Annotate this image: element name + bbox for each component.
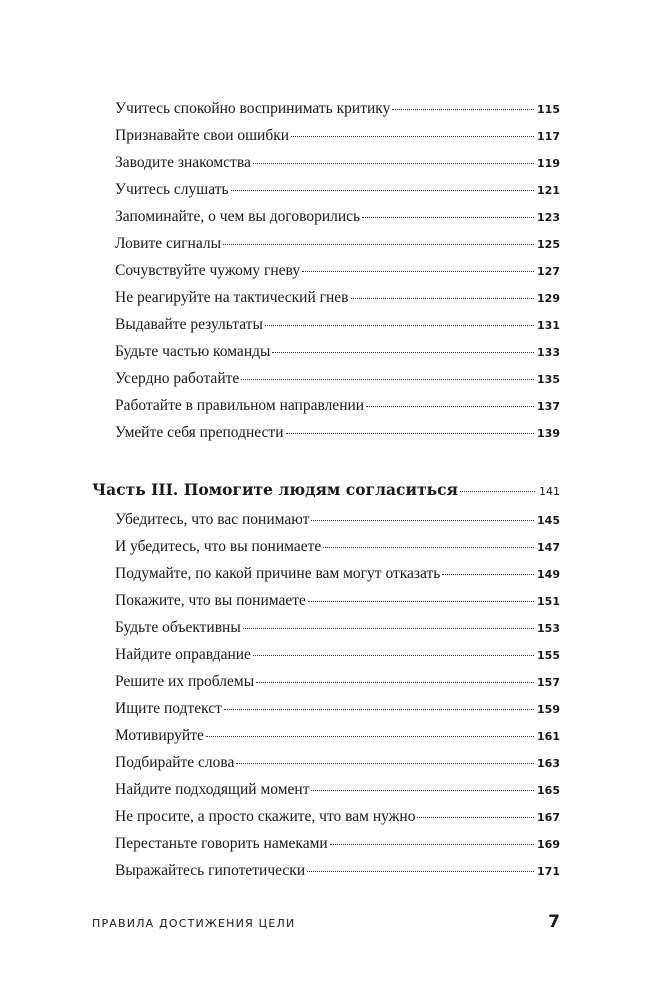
dot-leader (206, 735, 534, 737)
running-footer-title: ПРАВИЛА ДОСТИЖЕНИЯ ЦЕЛИ (92, 917, 296, 930)
toc-entry (115, 753, 560, 774)
dot-leader (302, 270, 534, 272)
dot-leader (311, 519, 534, 521)
toc-entry (115, 834, 560, 855)
toc-entry (115, 591, 560, 612)
toc-entry-page: 127 (537, 265, 560, 278)
toc-entry-title: Подумайте, по какой причине вам могут отказать (115, 565, 441, 582)
toc-entry-title: Не реагируйте на тактический гнев (115, 289, 349, 306)
toc-entry-title: Убедитесь, что вас понимают (115, 511, 310, 528)
toc-entry-title: Найдите подходящий момент (115, 781, 310, 798)
dot-leader (307, 870, 534, 872)
dot-leader (253, 654, 534, 656)
toc-entry-page: 161 (537, 730, 560, 743)
part-page: 141 (539, 485, 560, 498)
dot-leader (272, 351, 534, 353)
toc-entry-title: Выдавайте результаты (115, 316, 263, 333)
toc-entry (115, 618, 560, 639)
dot-leader (231, 189, 534, 191)
dot-leader (442, 573, 534, 575)
toc-entry-page: 131 (537, 319, 560, 332)
page-number: 7 (548, 912, 560, 932)
toc-part-heading (92, 480, 560, 502)
toc-entry-title: Признавайте свои ошибки (115, 127, 290, 144)
toc-entry-title: Сочувствуйте чужому гневу (115, 262, 301, 279)
toc-entry-title: И убедитесь, что вы понимаете (115, 538, 322, 555)
toc-entry (115, 234, 560, 255)
dot-leader (243, 627, 534, 629)
toc-entry-page: 157 (537, 676, 560, 689)
toc-entry (115, 510, 560, 531)
toc-entry-page: 167 (537, 811, 560, 824)
part-title: Часть III. Помогите людям согласиться (92, 480, 458, 499)
toc-entry (115, 261, 560, 282)
toc-entry-title: Решите их проблемы (115, 673, 255, 690)
toc-entry-page: 171 (537, 865, 560, 878)
dot-leader (256, 681, 534, 683)
toc-entry (115, 315, 560, 336)
toc-entry-title: Найдите оправдание (115, 646, 251, 663)
dot-leader (330, 843, 534, 845)
toc-entry-title: Запоминайте, о чем вы договорились (115, 208, 361, 225)
toc-entry-page: 129 (537, 292, 560, 305)
dot-leader (351, 297, 535, 299)
dot-leader (362, 216, 534, 218)
toc-entry-title: Не просите, а просто скажите, что вам нужно (115, 808, 416, 825)
toc-entry (115, 645, 560, 666)
toc-entry (115, 126, 560, 147)
toc-entry-title: Усердно работайте (115, 370, 240, 387)
toc-entry (115, 207, 560, 228)
toc-entry (115, 288, 560, 309)
toc-entry-title: Ищите подтекст (115, 700, 222, 717)
toc-entry (115, 423, 560, 444)
dot-leader (223, 243, 534, 245)
toc-entry-page: 163 (537, 757, 560, 770)
toc-entry-page: 169 (537, 838, 560, 851)
toc-entry-page: 147 (537, 541, 560, 554)
toc-entry-page: 123 (537, 211, 560, 224)
toc-entry (115, 699, 560, 720)
toc-entry-page: 115 (537, 103, 560, 116)
toc-entry (115, 396, 560, 417)
toc-entry-title: Умейте себя преподнести (115, 424, 284, 441)
toc-entry-title: Будьте частью команды (115, 343, 271, 360)
toc-entry-title: Перестаньте говорить намеками (115, 835, 328, 852)
toc-entry-page: 151 (537, 595, 560, 608)
dot-leader (286, 432, 535, 434)
dot-leader (308, 600, 534, 602)
dot-leader (241, 378, 534, 380)
dot-leader (224, 708, 534, 710)
toc-entry (115, 99, 560, 120)
dot-leader (366, 405, 534, 407)
toc-entry (115, 807, 560, 828)
toc-entry-title: Подбирайте слова (115, 754, 235, 771)
toc-entry (115, 180, 560, 201)
dot-leader (265, 324, 534, 326)
toc-entry (115, 564, 560, 585)
toc-entry-page: 159 (537, 703, 560, 716)
toc-entry (115, 861, 560, 882)
toc-entry-page: 155 (537, 649, 560, 662)
toc-entry-page: 137 (537, 400, 560, 413)
dot-leader (417, 816, 534, 818)
toc-entry (115, 537, 560, 558)
toc-entry-title: Выражайтесь гипотетически (115, 862, 306, 879)
toc-entry-page: 149 (537, 568, 560, 581)
toc-entry-page: 119 (537, 157, 560, 170)
toc-entry-title: Учитесь слушать (115, 181, 229, 198)
toc-entry-page: 125 (537, 238, 560, 251)
toc-entry-page: 145 (537, 514, 560, 527)
dot-leader (291, 135, 534, 137)
toc-entry-page: 117 (537, 130, 560, 143)
toc-entry-page: 121 (537, 184, 560, 197)
toc-entry (115, 672, 560, 693)
dot-leader (253, 162, 534, 164)
toc-entry-title: Мотивируйте (115, 727, 204, 744)
toc-entry (115, 780, 560, 801)
toc-entry (115, 342, 560, 363)
toc-entry-page: 165 (537, 784, 560, 797)
dot-leader (236, 762, 534, 764)
dot-leader (311, 789, 534, 791)
toc-entry-title: Учитесь спокойно воспринимать критику (115, 100, 391, 117)
toc-entry-title: Работайте в правильном направлении (115, 397, 365, 414)
toc-entry-page: 153 (537, 622, 560, 635)
toc-entry-title: Покажите, что вы понимаете (115, 592, 306, 609)
toc-entry-page: 139 (537, 427, 560, 440)
dot-leader (323, 546, 534, 548)
toc-entry-page: 135 (537, 373, 560, 386)
toc-entry (115, 369, 560, 390)
toc-entry-title: Будьте объективны (115, 619, 241, 636)
dot-leader (460, 490, 535, 492)
toc-entry (115, 153, 560, 174)
toc-entry-title: Ловите сигналы (115, 235, 222, 252)
dot-leader (392, 108, 534, 110)
toc-entry (115, 726, 560, 747)
toc-entry-page: 133 (537, 346, 560, 359)
toc-entry-title: Заводите знакомства (115, 154, 251, 171)
